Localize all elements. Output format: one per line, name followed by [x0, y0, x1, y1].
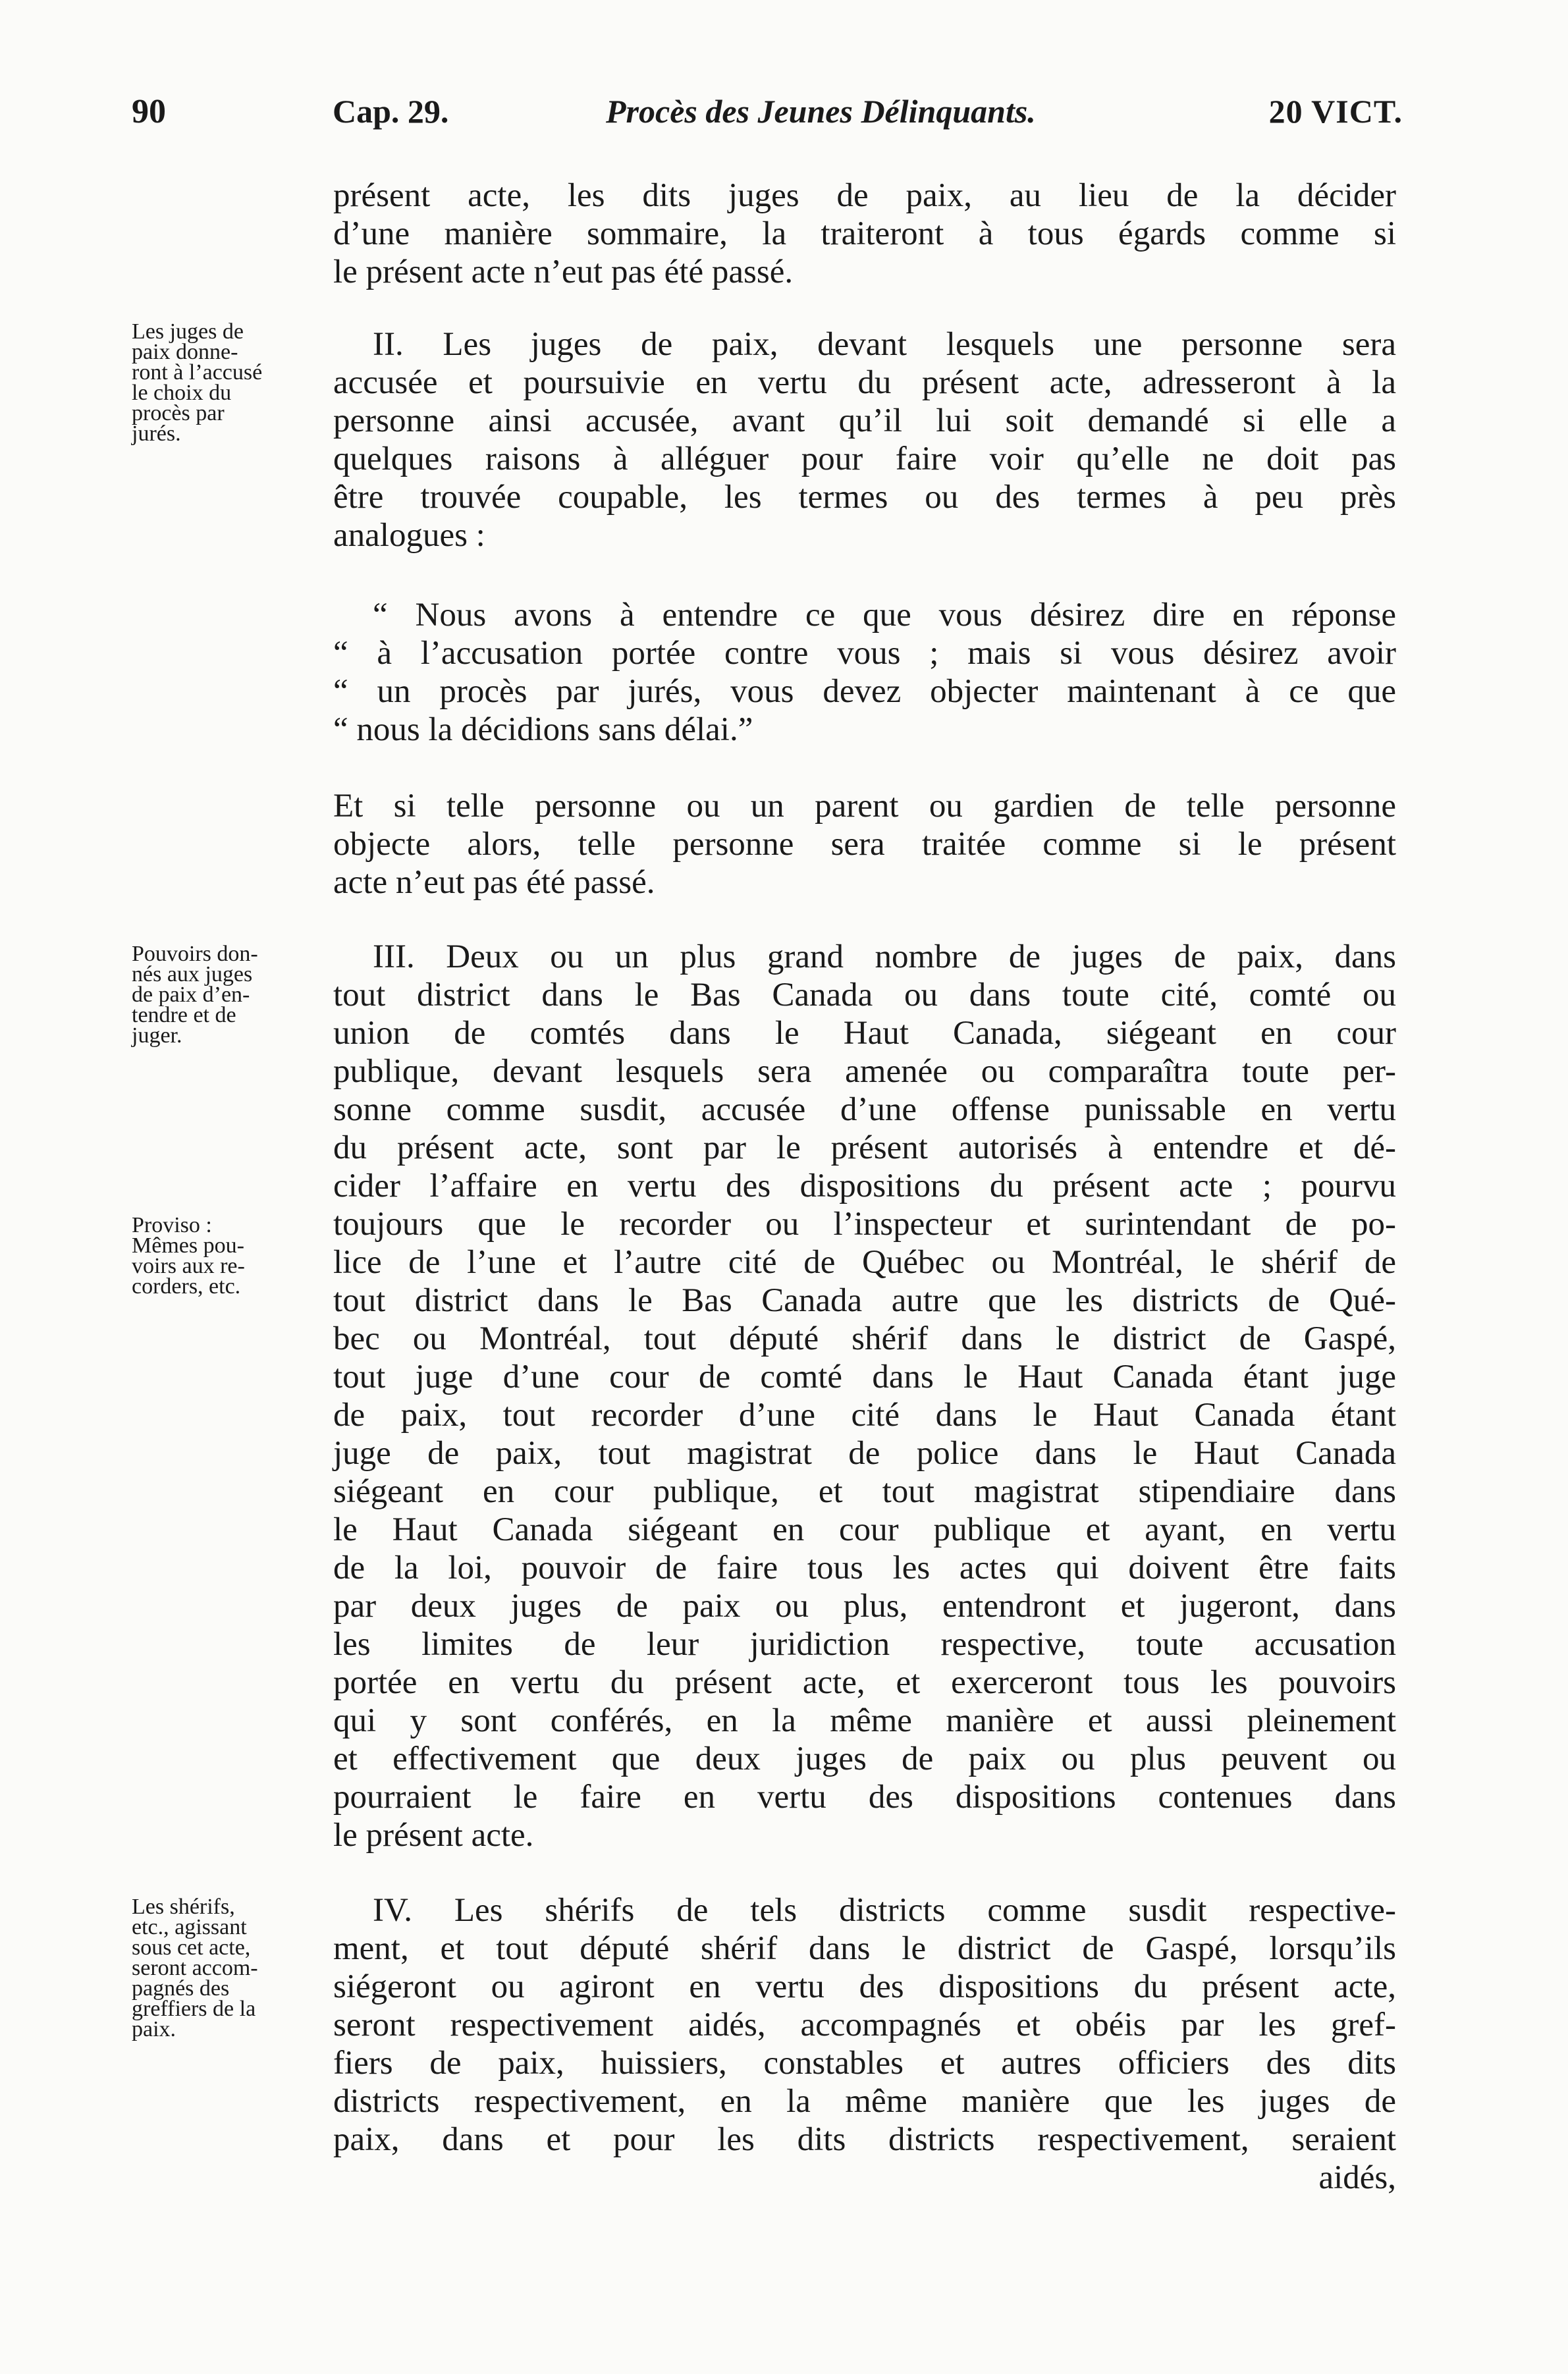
text-line: II. Les juges de paix, devant lesquels une personne sera — [373, 326, 1396, 363]
text-line: être trouvée coupable, les termes ou des termes à peu près — [333, 479, 1396, 516]
margin-line: voirs aux re- — [132, 1254, 245, 1278]
margin-note-section-4 — [132, 1897, 323, 2039]
margin-note-section-3 — [132, 944, 323, 1046]
text-line: d’une manière sommaire, la traiteront à tous égards comme si — [333, 215, 1396, 252]
margin-line: nés aux juges — [132, 962, 253, 986]
margin-line: procès par — [132, 401, 225, 425]
quote-line: “ à l’accusation portée contre vous ; mais si vous désirez avoir — [333, 635, 1396, 672]
margin-line: juger. — [132, 1023, 182, 1048]
section-2-closing-paragraph — [333, 787, 1396, 902]
margin-line: greffiers de la — [132, 1997, 256, 2021]
text-line: lice de l’une et l’autre cité de Québec ou Montréal, le shérif de — [333, 1244, 1396, 1281]
margin-line: Mêmes pou- — [132, 1233, 244, 1258]
text-line: qui y sont conférés, en la même manière et aussi pleinement — [333, 1702, 1396, 1739]
text-line: du présent acte, sont par le présent autorisés à entendre et dé- — [333, 1129, 1396, 1166]
text-line: par deux juges de paix ou plus, entendront et jugeront, dans — [333, 1588, 1396, 1625]
text-line: personne ainsi accusée, avant qu’il lui soit demandé si elle a — [333, 402, 1396, 439]
text-line: tout juge d’une cour de comté dans le Haut Canada étant juge — [333, 1359, 1396, 1395]
margin-line: Les juges de — [132, 319, 244, 344]
margin-line: corders, etc. — [132, 1274, 241, 1299]
text-line: tout district dans le Bas Canada ou dans toute cité, comté ou — [333, 977, 1396, 1013]
intro-paragraph — [333, 176, 1396, 291]
text-line: ment, et tout député shérif dans le district de Gaspé, lorsqu’ils — [333, 1930, 1396, 1967]
text-line: juge de paix, tout magistrat de police dans le Haut Canada — [333, 1435, 1396, 1472]
margin-line: paix. — [132, 2017, 176, 2041]
text-line: III. Deux ou un plus grand nombre de juges de paix, dans — [373, 938, 1396, 975]
text-line: le présent acte n’eut pas été passé. — [333, 254, 794, 290]
margin-line: ront à l’accusé — [132, 360, 263, 385]
text-line: portée en vertu du présent acte, et exerceront tous les pouvoirs — [333, 1664, 1396, 1701]
margin-line: tendre et de — [132, 1003, 236, 1027]
section-2-paragraph — [333, 325, 1396, 554]
text-line: de la loi, pouvoir de faire tous les actes qui doivent être faits — [333, 1550, 1396, 1586]
section-3-paragraph — [333, 938, 1396, 1854]
text-line: fiers de paix, huissiers, constables et autres officiers des dits — [333, 2045, 1396, 2082]
text-line: les limites de leur juridiction respective, toute accusation — [333, 1626, 1396, 1663]
margin-line: seront accom- — [132, 1956, 258, 1980]
text-line: seront respectivement aidés, accompagnés et obéis par les gref- — [333, 2007, 1396, 2043]
text-line: le présent acte. — [333, 1817, 534, 1854]
section-4-paragraph — [333, 1891, 1396, 2197]
text-line: union de comtés dans le Haut Canada, siégeant en cour — [333, 1015, 1396, 1052]
margin-note-section-2 — [132, 321, 323, 444]
text-line: accusée et poursuivie en vertu du présent acte, adresseront à la — [333, 364, 1396, 401]
margin-line: paix donne- — [132, 340, 238, 364]
quote-line: “ nous la décidions sans délai.” — [333, 711, 753, 748]
text-line: IV. Les shérifs de tels districts comme susdit respective- — [373, 1892, 1396, 1929]
chapter-label: Cap. 29. — [333, 93, 449, 130]
margin-line: pagnés des — [132, 1976, 230, 2001]
text-line: toujours que le recorder ou l’inspecteur et surintendant de po- — [333, 1206, 1396, 1243]
text-line: cider l’affaire en vertu des dispositions du présent acte ; pourvu — [333, 1168, 1396, 1204]
text-line: présent acte, les dits juges de paix, au lieu de la décider — [333, 177, 1396, 214]
text-line: Et si telle personne ou un parent ou gardien de telle personne — [333, 788, 1396, 824]
text-line: acte n’eut pas été passé. — [333, 864, 655, 901]
text-line: le Haut Canada siégeant en cour publique et ayant, en vertu — [333, 1511, 1396, 1548]
margin-line: jurés. — [132, 421, 181, 446]
regnal-year: 20 VICT. — [1268, 93, 1403, 130]
margin-line: le choix du — [132, 381, 232, 405]
text-line: siégeront ou agiront en vertu des dispositions du présent acte, — [333, 1968, 1396, 2005]
margin-note-proviso — [132, 1215, 323, 1297]
text-line: districts respectivement, en la même manière que les juges de — [333, 2083, 1396, 2120]
text-line: sonne comme susdit, accusée d’une offense punissable en vertu — [333, 1091, 1396, 1128]
page-number: 90 — [132, 93, 166, 130]
text-line: analogues : — [333, 517, 485, 554]
text-line: tout district dans le Bas Canada autre que les districts de Qué- — [333, 1282, 1396, 1319]
margin-line: Proviso : — [132, 1213, 212, 1237]
margin-line: etc., agissant — [132, 1915, 247, 1939]
running-title: Procès des Jeunes Délinquants. — [606, 93, 1036, 130]
running-header — [132, 92, 1403, 138]
quote-line: “ Nous avons à entendre ce que vous désirez dire en réponse — [373, 597, 1396, 634]
text-line: bec ou Montréal, tout député shérif dans le district de Gaspé, — [333, 1320, 1396, 1357]
text-line: siégeant en cour publique, et tout magistrat stipendiaire dans — [333, 1473, 1396, 1510]
quote-line: “ un procès par jurés, vous devez objecter maintenant à ce que — [333, 673, 1396, 710]
text-line: publique, devant lesquels sera amenée ou comparaîtra toute per- — [333, 1053, 1396, 1090]
text-line: paix, dans et pour les dits districts respectivement, seraient — [333, 2121, 1396, 2158]
margin-line: Pouvoirs don- — [132, 942, 258, 966]
text-line: quelques raisons à alléguer pour faire voir qu’elle ne doit pas — [333, 441, 1396, 477]
text-line: et effectivement que deux juges de paix ou plus peuvent ou — [333, 1740, 1396, 1777]
margin-line: Les shérifs, — [132, 1895, 235, 1919]
text-line: de paix, tout recorder d’une cité dans le Haut Canada étant — [333, 1397, 1396, 1434]
margin-line: de paix d’en- — [132, 983, 250, 1007]
text-line: pourraient le faire en vertu des dispositions contenues dans — [333, 1779, 1396, 1816]
text-line: objecte alors, telle personne sera traitée comme si le présent — [333, 826, 1396, 863]
margin-line: sous cet acte, — [132, 1935, 251, 1960]
catchword: aidés, — [1318, 2159, 1396, 2196]
section-2-quotation — [333, 596, 1396, 749]
